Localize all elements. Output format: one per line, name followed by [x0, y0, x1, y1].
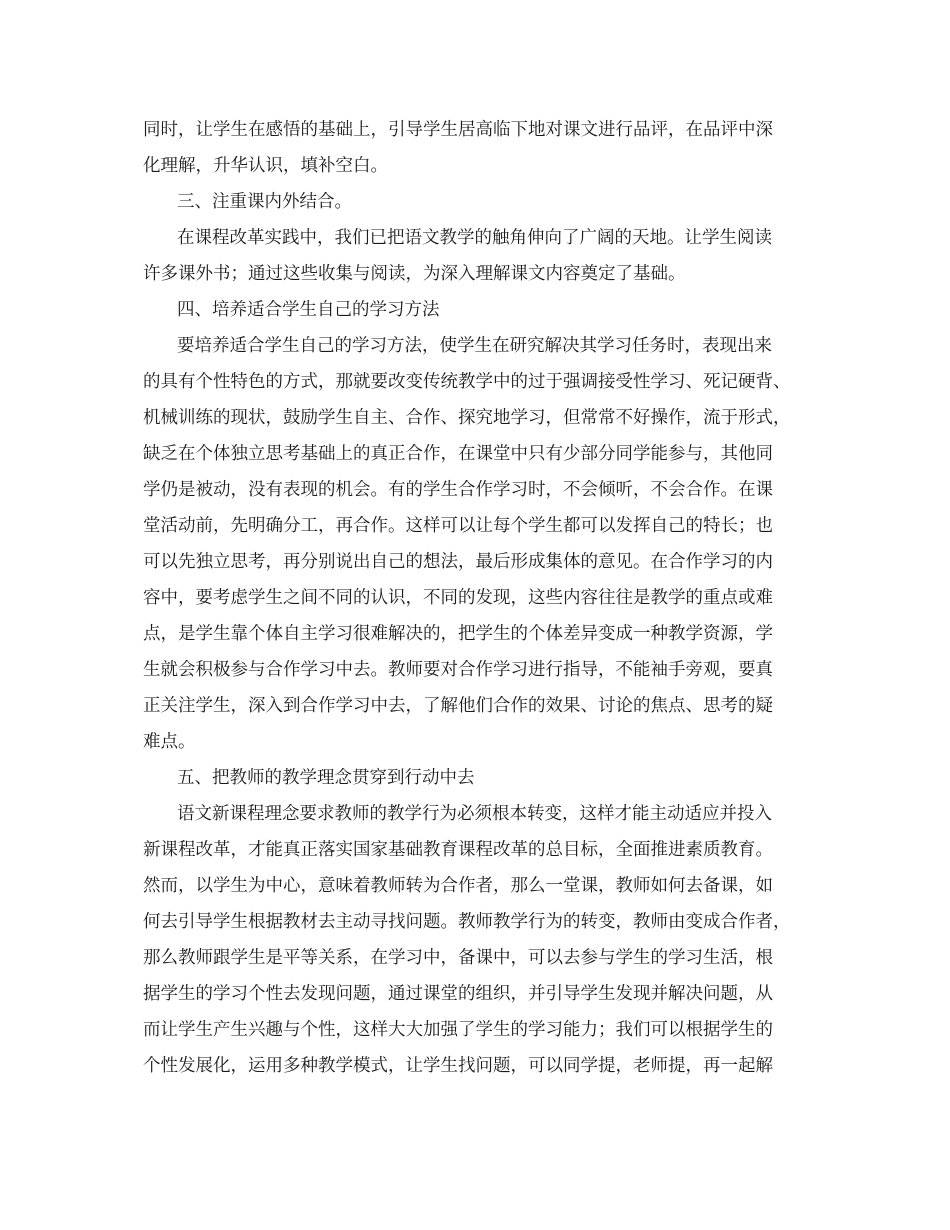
paragraph-line: 的具有个性特色的方式，那就要改变传统教学中的过于强调接受性学习、死记硬背、 — [143, 372, 791, 392]
paragraph-line: 据学生的学习个性去发现问题，通过课堂的组织，并引导学生发现并解决问题，从 — [143, 984, 773, 1004]
paragraph-line: 学仍是被动，没有表现的机会。有的学生合作学习时，不会倾听，不会合作。在课 — [143, 480, 773, 500]
paragraph-line: 同时，让学生在感悟的基础上，引导学生居高临下地对课文进行品评，在品评中深 — [143, 120, 773, 140]
paragraph-line: 许多课外书；通过这些收集与阅读，为深入理解课文内容奠定了基础。 — [143, 264, 686, 284]
paragraph-line: 在课程改革实践中，我们已把语文教学的触角伸向了广阔的天地。让学生阅读 — [177, 228, 772, 248]
paragraph-line: 而让学生产生兴趣与个性，这样大大加强了学生的学习能力；我们可以根据学生的 — [143, 1020, 773, 1040]
paragraph-line: 正关注学生，深入到合作学习中去，了解他们合作的效果、讨论的焦点、思考的疑 — [143, 696, 773, 716]
paragraph-line: 化理解，升华认识，填补空白。 — [143, 156, 388, 176]
section-heading: 三、注重课内外结合。 — [177, 192, 352, 212]
paragraph-line: 难点。 — [143, 732, 196, 752]
paragraph-line: 容中，要考虑学生之间不同的认识，不同的发现，这些内容往往是教学的重点或难 — [143, 588, 773, 608]
paragraph-line: 要培养适合学生自己的学习方法，使学生在研究解决其学习任务时，表现出来 — [177, 336, 772, 356]
paragraph-line: 可以先独立思考，再分别说出自己的想法，最后形成集体的意见。在合作学习的内 — [143, 552, 773, 572]
section-heading: 四、培养适合学生自己的学习方法 — [177, 300, 440, 320]
paragraph-line: 生就会积极参与合作学习中去。教师要对合作学习进行指导，不能袖手旁观，要真 — [143, 660, 773, 680]
paragraph-line: 堂活动前，先明确分工，再合作。这样可以让每个学生都可以发挥自己的特长；也 — [143, 516, 773, 536]
paragraph-line: 那么教师跟学生是平等关系，在学习中，备课中，可以去参与学生的学习生活，根 — [143, 948, 773, 968]
paragraph-line: 点，是学生靠个体自主学习很难解决的，把学生的个体差异变成一种教学资源，学 — [143, 624, 773, 644]
paragraph-line: 然而，以学生为中心，意味着教师转为合作者，那么一堂课，教师如何去备课，如 — [143, 876, 773, 896]
paragraph-line: 个性发展化，运用多种教学模式，让学生找问题，可以同学提，老师提，再一起解 — [143, 1056, 773, 1076]
section-heading: 五、把教师的教学理念贯穿到行动中去 — [177, 768, 475, 788]
paragraph-line: 语文新课程理念要求教师的教学行为必须根本转变，这样才能主动适应并投入 — [177, 804, 772, 824]
paragraph-line: 何去引导学生根据教材去主动寻找问题。教师教学行为的转变，教师由变成合作者， — [143, 912, 791, 932]
paragraph-line: 机械训练的现状，鼓励学生自主、合作、探究地学习，但常常不好操作，流于形式， — [143, 408, 791, 428]
paragraph-line: 缺乏在个体独立思考基础上的真正合作，在课堂中只有少部分同学能参与，其他同 — [143, 444, 773, 464]
paragraph-line: 新课程改革，才能真正落实国家基础教育课程改革的总目标，全面推进素质教育。 — [143, 840, 773, 860]
